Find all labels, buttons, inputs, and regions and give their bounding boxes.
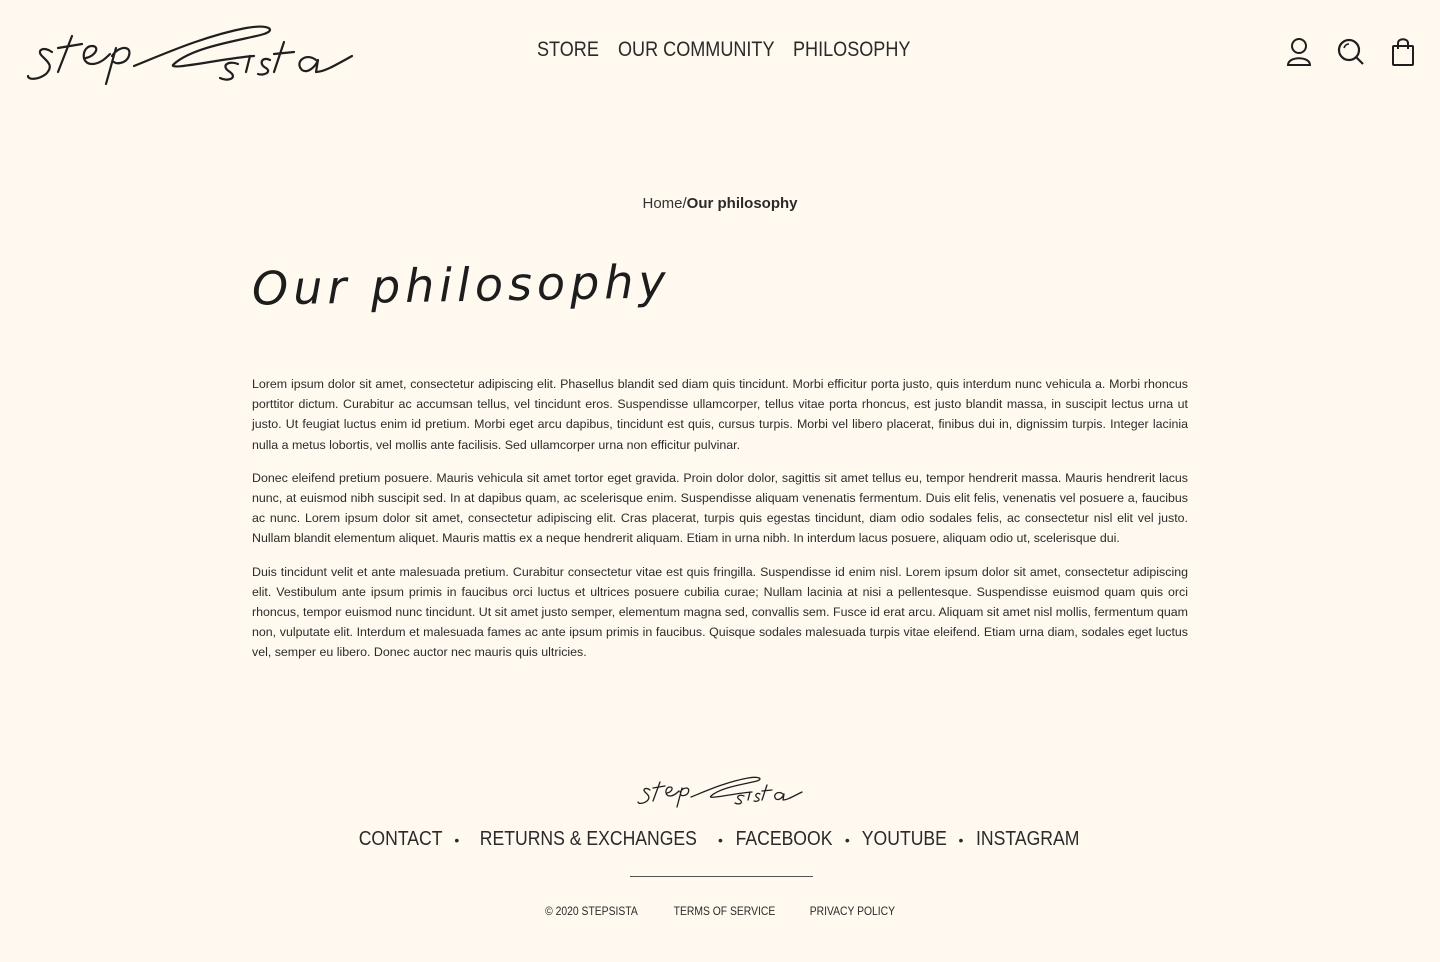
footer-contact-link[interactable]: CONTACT (358, 828, 443, 850)
footer-stepsista-logo[interactable] (636, 770, 806, 810)
footer-divider (630, 876, 813, 877)
footer-legal (0, 906, 1440, 918)
breadcrumb (0, 195, 1440, 212)
footer-links (0, 828, 1440, 851)
stepsista-logo[interactable] (24, 16, 356, 86)
content-paragraph: Lorem ipsum dolor sit amet, consectetur adipiscing elit. Phasellus blandit sed diam quis tincidunt. Morbi efficitur porta justo, quis interdum nunc vehicula a. Morbi rhoncus porttitor dictum. Curabitur ac accumsan tellus, vel tincidunt eros. Suspendisse ullamcorper, tellus vitae porta rhoncus, est justo blandit massa, in suscipit lectus urna ut justo. Ut feugiat luctus enim id pretium. Morbi eget arcu dapibus, tincidunt est quis, cursus turpis. Morbi vel libero placerat, finibus dui in, dignissim turpis. Integer lacinia nulla a metus lobortis, vel mollis ante facilisis. Sed ullamcorper urna non efficitur pulvinar. (252, 377, 1188, 452)
user-icon[interactable] (1284, 36, 1314, 68)
privacy-policy-link[interactable]: PRIVACY POLICY (810, 906, 896, 918)
nav-philosophy[interactable]: PHILOSOPHY (793, 38, 911, 61)
footer-separator: • (717, 831, 723, 848)
site-header (0, 0, 1440, 105)
footer-separator: • (958, 831, 964, 848)
header-icons (1284, 36, 1418, 68)
footer-separator: • (454, 831, 460, 848)
terms-of-service-link[interactable]: TERMS OF SERVICE (673, 906, 775, 918)
breadcrumb-current: Our philosophy (686, 195, 798, 212)
footer-returns-link[interactable]: RETURNS & EXCHANGES (480, 828, 698, 850)
footer-facebook-link[interactable]: FACEBOOK (735, 828, 833, 850)
copyright-text: © 2020 STEPSISTA (544, 906, 638, 918)
content-paragraph: Donec eleifend pretium posuere. Mauris vehicula sit amet tortor eget gravida. Proin dolor dolor, sagittis sit amet tellus eu, tempor hendrerit massa. Mauris hendrerit lacus nunc, at euismod nibh suscipit sed. In at dapibus quam, ac scelerisque enim. Suspendisse aliquam venenatis fermentum. Duis elit felis, venenatis vel posuere a, faucibus ac nunc. Lorem ipsum dolor sit amet, consectetur adipiscing elit. Cras placerat, turpis quis egestas tincidunt, diam odio sodales felis, ac consectetur nisl elit vel justo. Nullam blandit elementum aliquet. Mauris mattis ex a neque hendrerit aliquam. Etiam in urna nibh. In interdum lacus posuere, aliquam odio ut, scelerisque dui. (252, 470, 1188, 546)
page-title: Our philosophy (251, 254, 672, 316)
footer-youtube-link[interactable]: YOUTUBE (861, 828, 947, 850)
footer-instagram-link[interactable]: INSTAGRAM (976, 828, 1080, 850)
shopping-bag-icon[interactable] (1388, 36, 1418, 68)
nav-our-community[interactable]: OUR COMMUNITY (618, 38, 775, 61)
philosophy-content (252, 374, 1188, 676)
content-paragraph: Duis tincidunt velit et ante malesuada pretium. Curabitur consectetur vitae est quis fringilla. Suspendisse id enim nisl. Lorem ipsum dolor sit amet, consectetur adipiscing elit. Vestibulum ante ipsum primis in faucibus orci luctus et ultrices posuere cubilia curae; Nullam lacinia at nisi a pellentesque. Suspendisse euismod quam quis orci rhoncus, tempor euismod nunc tincidunt. Ut sit amet justo semper, elementum magna sed, convallis sem. Fusce id erat arcu. Aliquam sit amet nisl mollis, fermentum quam non, vulputate elit. Interdum et malesuada fames ac ante ipsum primis in faucibus. Quisque sodales malesuada turpis vitae eleifend. Etiam urna diam, sodales eget luctus vel, semper eu libero. Donec auctor nec mauris quis ultricies. (252, 564, 1188, 660)
nav-store[interactable]: STORE (537, 38, 599, 61)
main-nav (537, 38, 911, 62)
breadcrumb-separator: / (682, 195, 687, 212)
footer-separator: • (844, 831, 850, 848)
breadcrumb-home[interactable]: Home (642, 195, 683, 212)
search-icon[interactable] (1336, 36, 1366, 68)
